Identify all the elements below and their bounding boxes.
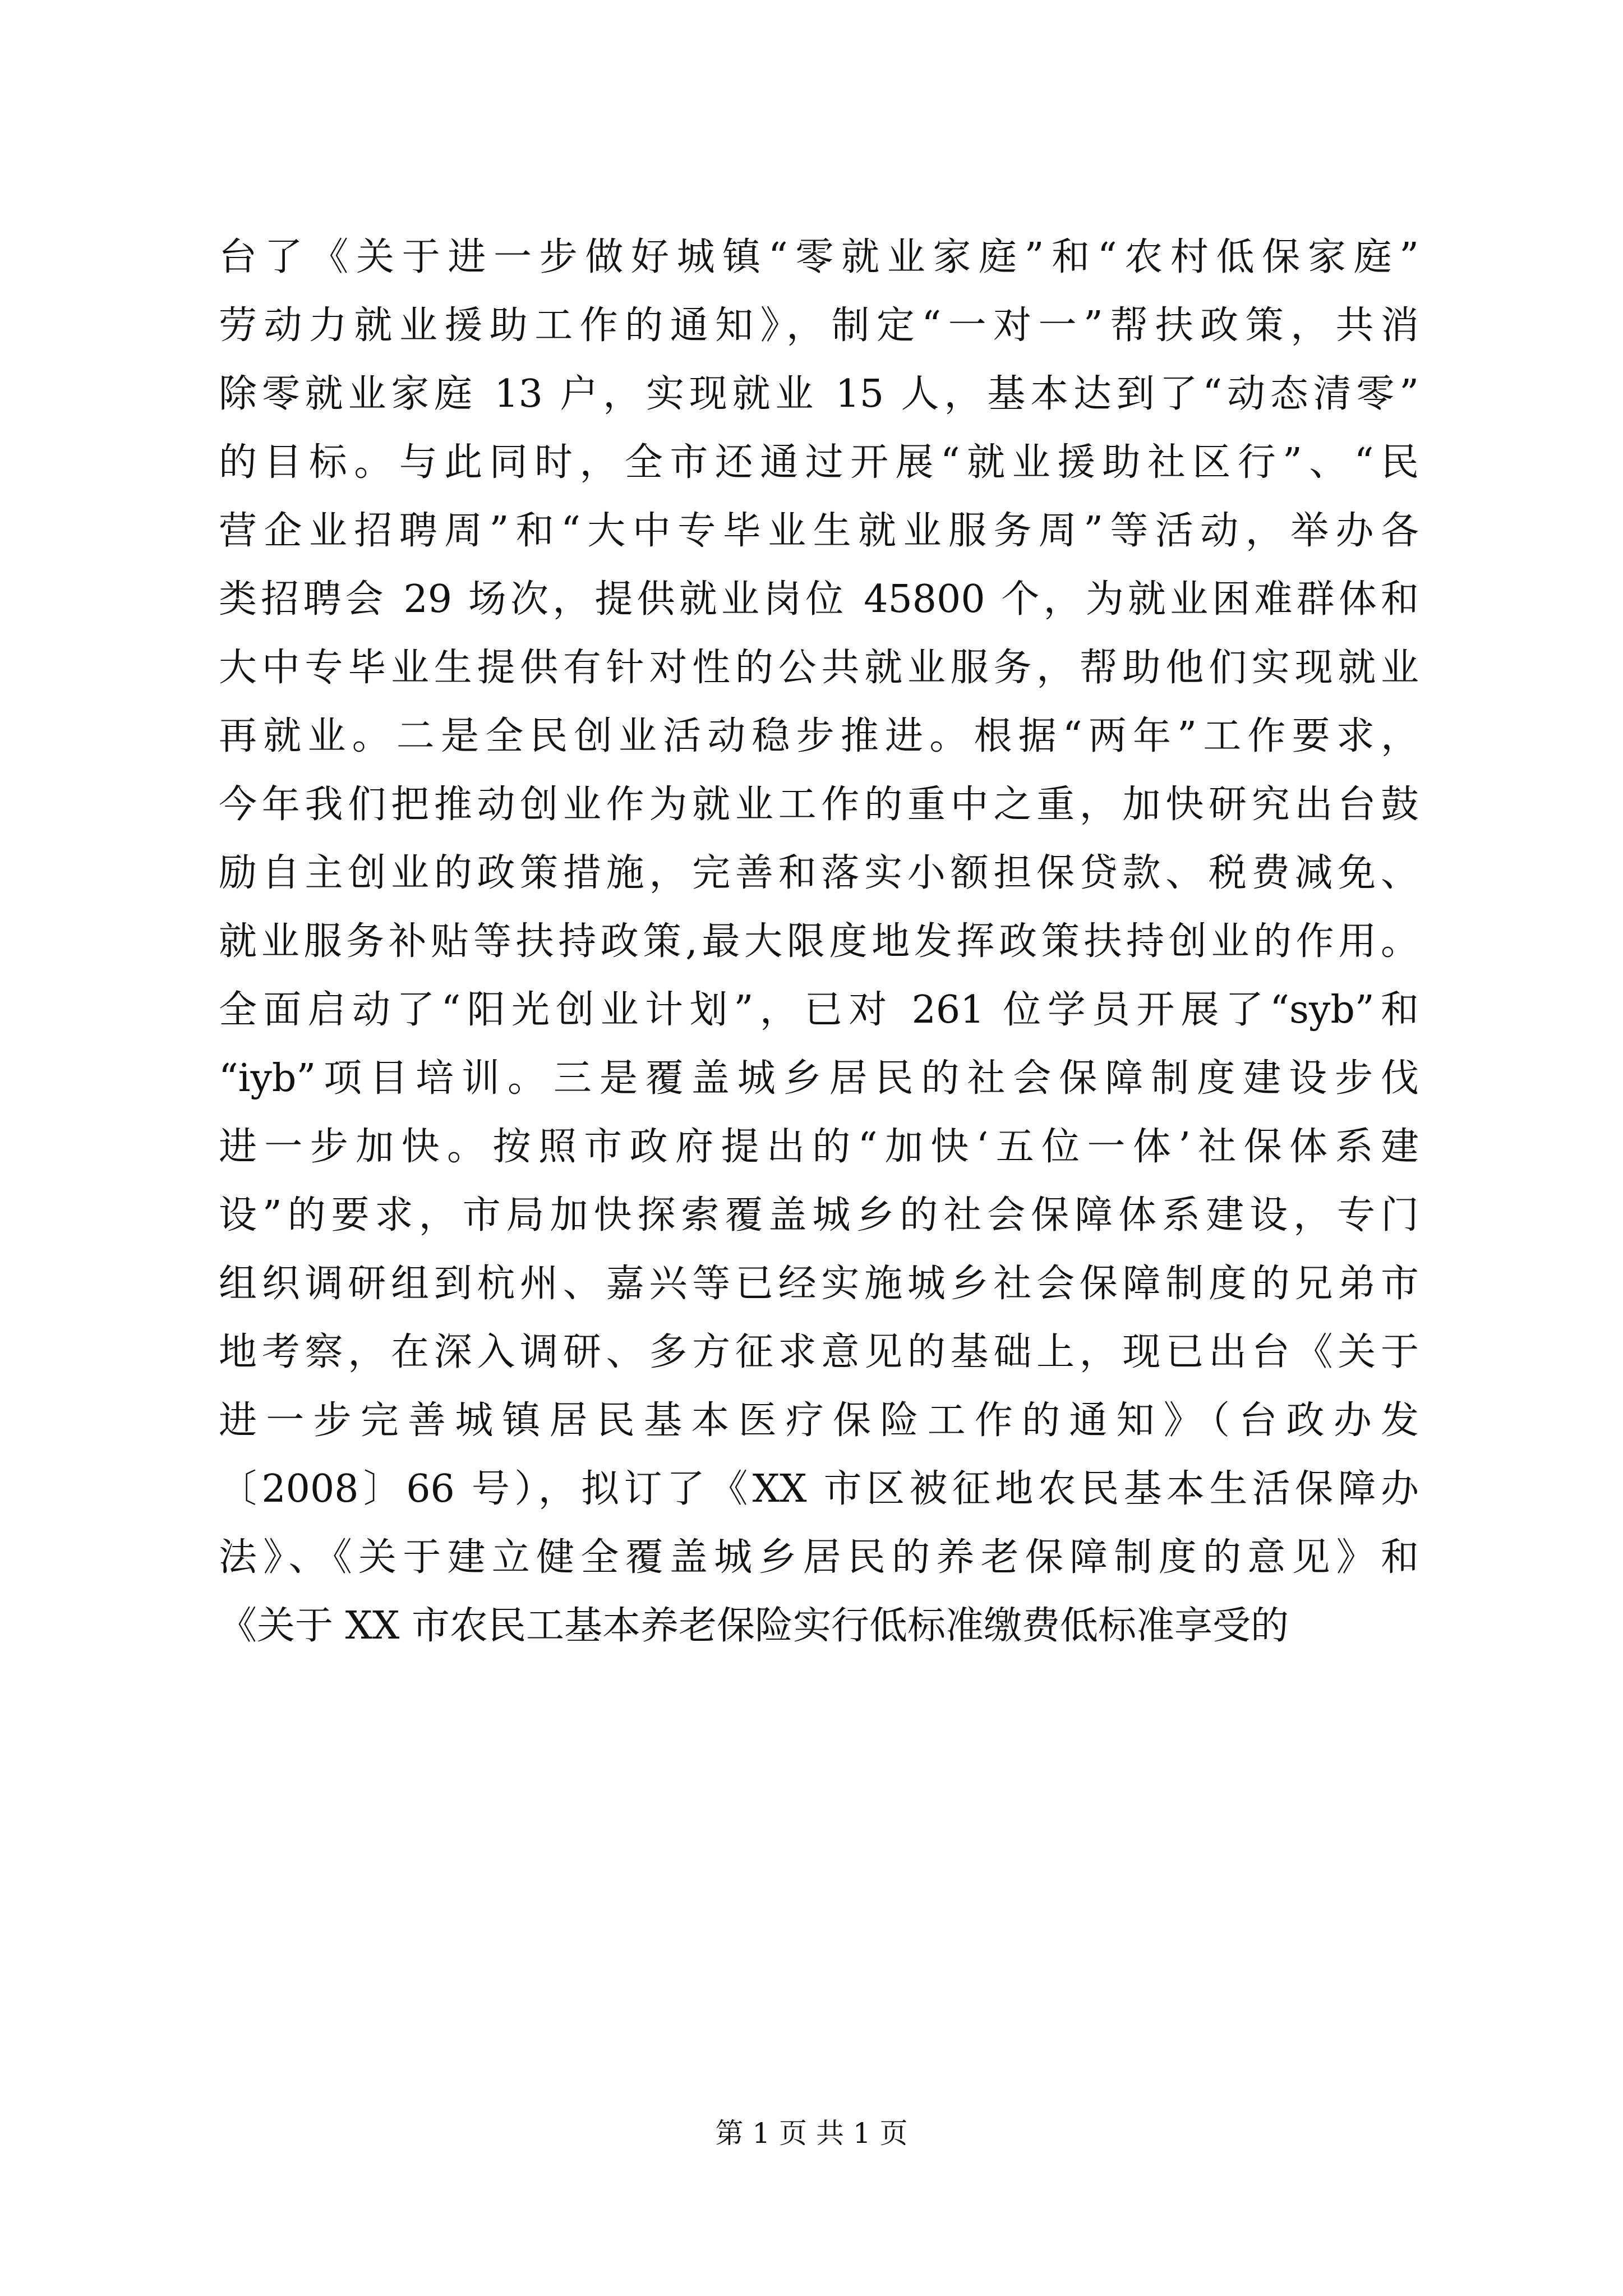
text-line: 类招聘会 29 场次，提供就业岗位 45800 个，为就业困难群体和: [219, 577, 1419, 622]
body-text: [219, 223, 1419, 1660]
text-line: 进一步加快。按照市政府提出的“加快‘五位一体’社保体系建: [219, 1125, 1419, 1169]
text-line: 大中专毕业生提供有针对性的公共就业服务，帮助他们实现就业: [219, 646, 1419, 690]
text-line: 法》、《关于建立健全覆盖城乡居民的养老保障制度的意见》和: [219, 1535, 1419, 1580]
text-line: 今年我们把推动创业作为就业工作的重中之重，加快研究出台鼓: [219, 783, 1419, 827]
text-line: 营企业招聘周”和“大中专毕业生就业服务周”等活动，举办各: [219, 509, 1419, 553]
text-line: 设”的要求，市局加快探索覆盖城乡的社会保障体系建设，专门: [219, 1193, 1419, 1237]
text-line: 劳动力就业援助工作的通知》，制定“一对一”帮扶政策，共消: [219, 303, 1419, 348]
text-line: 励自主创业的政策措施，完善和落实小额担保贷款、税费减免、: [219, 851, 1419, 895]
text-line: 台了《关于进一步做好城镇“零就业家庭”和“农村低保家庭”: [219, 235, 1419, 279]
text-line: 《关于 XX 市农民工基本养老保险实行低标准缴费低标准享受的: [219, 1604, 1289, 1648]
page-number-footer: 第 1 页 共 1 页: [715, 2117, 908, 2150]
text-line: 再就业。二是全民创业活动稳步推进。根据“两年”工作要求，: [219, 714, 1419, 758]
text-line: 组织调研组到杭州、嘉兴等已经实施城乡社会保障制度的兄弟市: [219, 1262, 1419, 1306]
text-line: 〔2008〕66 号），拟订了《XX 市区被征地农民基本生活保障办: [219, 1467, 1419, 1511]
text-line: 的目标。与此同时，全市还通过开展“就业援助社区行”、“民: [219, 440, 1419, 485]
text-line: 地考察，在深入调研、多方征求意见的基础上，现已出台《关于: [219, 1330, 1419, 1374]
text-line: 全面启动了“阳光创业计划”，已对 261 位学员开展了“syb”和: [219, 988, 1419, 1032]
text-line: “iyb”项目培训。三是覆盖城乡居民的社会保障制度建设步伐: [219, 1056, 1419, 1101]
text-line: 进一步完善城镇居民基本医疗保险工作的通知》（台政办发: [219, 1398, 1419, 1443]
text-line: 除零就业家庭 13 户，实现就业 15 人，基本达到了“动态清零”: [219, 372, 1419, 416]
text-line: 就业服务补贴等扶持政策,最大限度地发挥政策扶持创业的作用。: [219, 919, 1419, 964]
